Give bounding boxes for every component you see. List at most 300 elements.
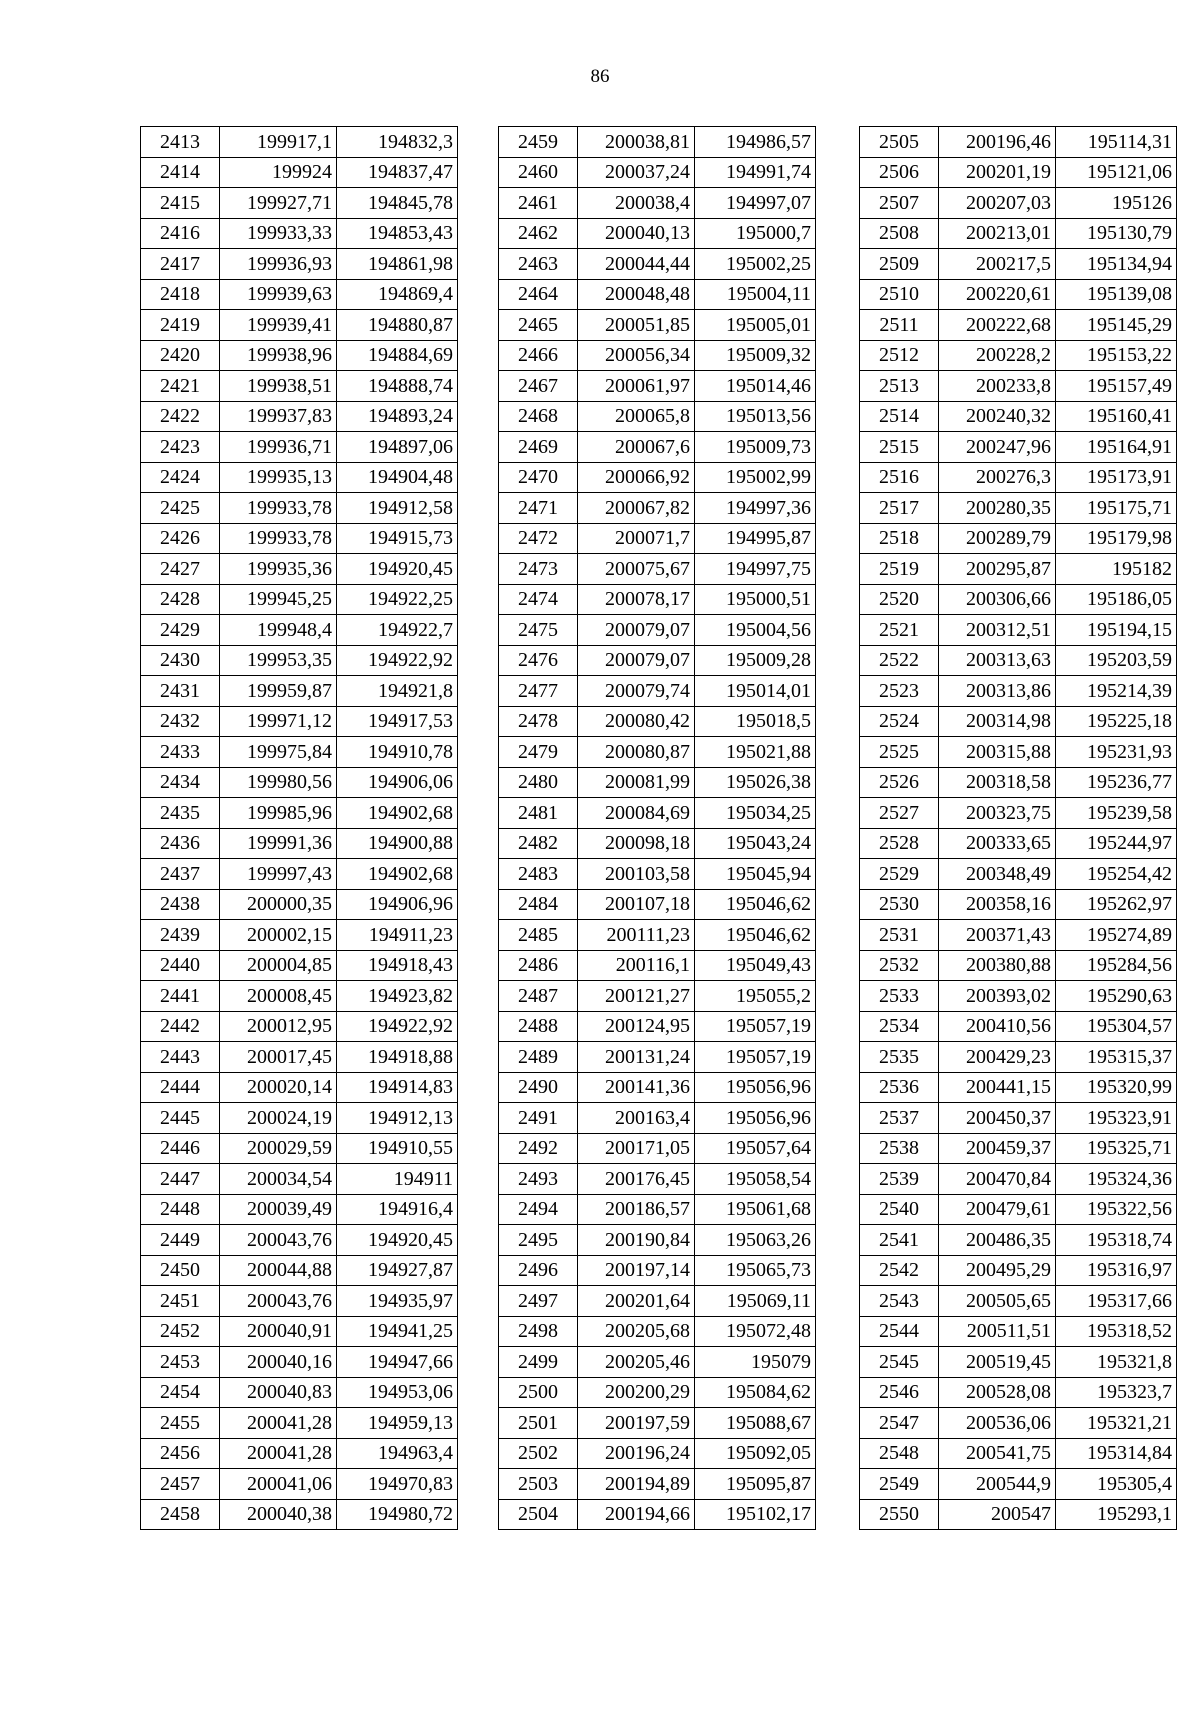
table-row — [860, 493, 1177, 524]
y-coordinate-cell: 195317,66 — [1056, 1286, 1177, 1317]
x-coordinate-cell: 200323,75 — [939, 798, 1056, 829]
table-row — [141, 981, 458, 1012]
table-row — [141, 1316, 458, 1347]
table-row — [141, 584, 458, 615]
table-row — [860, 1377, 1177, 1408]
point-number-cell: 2533 — [860, 981, 939, 1012]
table-row — [141, 493, 458, 524]
table-row — [499, 584, 816, 615]
y-coordinate-cell: 195134,94 — [1056, 249, 1177, 280]
table-row — [860, 523, 1177, 554]
x-coordinate-cell: 199985,96 — [220, 798, 337, 829]
table-row — [860, 889, 1177, 920]
table-row — [499, 828, 816, 859]
x-coordinate-cell: 200024,19 — [220, 1103, 337, 1134]
y-coordinate-cell: 194904,48 — [337, 462, 458, 493]
y-coordinate-cell: 194941,25 — [337, 1316, 458, 1347]
point-number-cell: 2504 — [499, 1499, 578, 1530]
y-coordinate-cell: 195056,96 — [695, 1103, 816, 1134]
y-coordinate-cell: 195009,73 — [695, 432, 816, 463]
point-number-cell: 2541 — [860, 1225, 939, 1256]
point-number-cell: 2505 — [860, 127, 939, 158]
x-coordinate-cell: 200034,54 — [220, 1164, 337, 1195]
table-row — [141, 1286, 458, 1317]
point-number-cell: 2477 — [499, 676, 578, 707]
point-number-cell: 2529 — [860, 859, 939, 890]
point-number-cell: 2540 — [860, 1194, 939, 1225]
table-row — [499, 554, 816, 585]
x-coordinate-cell: 200038,4 — [578, 188, 695, 219]
x-coordinate-cell: 200041,06 — [220, 1469, 337, 1500]
x-coordinate-cell: 200280,35 — [939, 493, 1056, 524]
x-coordinate-cell: 200194,66 — [578, 1499, 695, 1530]
table-row — [141, 1164, 458, 1195]
point-number-cell: 2431 — [141, 676, 220, 707]
x-coordinate-cell: 200040,91 — [220, 1316, 337, 1347]
table-row — [860, 676, 1177, 707]
table-row — [499, 1042, 816, 1073]
y-coordinate-cell: 195072,48 — [695, 1316, 816, 1347]
point-number-cell: 2509 — [860, 249, 939, 280]
y-coordinate-cell: 194922,92 — [337, 645, 458, 676]
point-number-cell: 2520 — [860, 584, 939, 615]
point-number-cell: 2490 — [499, 1072, 578, 1103]
table-row — [499, 615, 816, 646]
table-row — [860, 950, 1177, 981]
y-coordinate-cell: 195321,21 — [1056, 1408, 1177, 1439]
y-coordinate-cell: 195057,19 — [695, 1042, 816, 1073]
x-coordinate-cell: 200217,5 — [939, 249, 1056, 280]
point-number-cell: 2459 — [499, 127, 578, 158]
point-number-cell: 2489 — [499, 1042, 578, 1073]
y-coordinate-cell: 194912,58 — [337, 493, 458, 524]
y-coordinate-cell: 195002,25 — [695, 249, 816, 280]
point-number-cell: 2498 — [499, 1316, 578, 1347]
x-coordinate-cell: 200220,61 — [939, 279, 1056, 310]
y-coordinate-cell: 195182 — [1056, 554, 1177, 585]
table-row — [141, 218, 458, 249]
table-row — [141, 1438, 458, 1469]
point-number-cell: 2462 — [499, 218, 578, 249]
table-row — [499, 889, 816, 920]
x-coordinate-cell: 200228,2 — [939, 340, 1056, 371]
y-coordinate-cell: 195315,37 — [1056, 1042, 1177, 1073]
y-coordinate-cell: 194947,66 — [337, 1347, 458, 1378]
table-row — [499, 1164, 816, 1195]
y-coordinate-cell: 194997,07 — [695, 188, 816, 219]
point-number-cell: 2463 — [499, 249, 578, 280]
y-coordinate-cell: 195179,98 — [1056, 523, 1177, 554]
x-coordinate-cell: 200371,43 — [939, 920, 1056, 951]
y-coordinate-cell: 195000,51 — [695, 584, 816, 615]
table-row — [141, 828, 458, 859]
table-row — [499, 462, 816, 493]
y-coordinate-cell: 195121,06 — [1056, 157, 1177, 188]
table-row — [141, 523, 458, 554]
y-coordinate-cell: 195130,79 — [1056, 218, 1177, 249]
table-row — [141, 737, 458, 768]
x-coordinate-cell: 200081,99 — [578, 767, 695, 798]
table-row — [860, 1133, 1177, 1164]
y-coordinate-cell: 195290,63 — [1056, 981, 1177, 1012]
x-coordinate-cell: 200495,29 — [939, 1255, 1056, 1286]
point-number-cell: 2487 — [499, 981, 578, 1012]
table-row — [499, 737, 816, 768]
table-row — [499, 432, 816, 463]
table-row — [499, 859, 816, 890]
point-number-cell: 2453 — [141, 1347, 220, 1378]
table-row — [499, 493, 816, 524]
table-row — [860, 371, 1177, 402]
table-row — [860, 1438, 1177, 1469]
table-row — [499, 706, 816, 737]
x-coordinate-cell: 200038,81 — [578, 127, 695, 158]
y-coordinate-cell: 195244,97 — [1056, 828, 1177, 859]
y-coordinate-cell: 195194,15 — [1056, 615, 1177, 646]
y-coordinate-cell: 194918,43 — [337, 950, 458, 981]
y-coordinate-cell: 194991,74 — [695, 157, 816, 188]
table-row — [499, 1377, 816, 1408]
y-coordinate-cell: 194916,4 — [337, 1194, 458, 1225]
point-number-cell: 2476 — [499, 645, 578, 676]
y-coordinate-cell: 195254,42 — [1056, 859, 1177, 890]
x-coordinate-cell: 200121,27 — [578, 981, 695, 1012]
point-number-cell: 2501 — [499, 1408, 578, 1439]
x-coordinate-cell: 200039,49 — [220, 1194, 337, 1225]
x-coordinate-cell: 200358,16 — [939, 889, 1056, 920]
y-coordinate-cell: 194911,23 — [337, 920, 458, 951]
x-coordinate-cell: 200541,75 — [939, 1438, 1056, 1469]
x-coordinate-cell: 200079,07 — [578, 615, 695, 646]
point-number-cell: 2461 — [499, 188, 578, 219]
x-coordinate-cell: 200080,87 — [578, 737, 695, 768]
table-row — [860, 584, 1177, 615]
table-row — [860, 1499, 1177, 1530]
point-number-cell: 2485 — [499, 920, 578, 951]
y-coordinate-cell: 194917,53 — [337, 706, 458, 737]
y-coordinate-cell: 195014,01 — [695, 676, 816, 707]
point-number-cell: 2507 — [860, 188, 939, 219]
point-number-cell: 2473 — [499, 554, 578, 585]
point-number-cell: 2481 — [499, 798, 578, 829]
y-coordinate-cell: 194910,78 — [337, 737, 458, 768]
y-coordinate-cell: 194897,06 — [337, 432, 458, 463]
y-coordinate-cell: 195157,49 — [1056, 371, 1177, 402]
table-row — [141, 798, 458, 829]
table-row — [141, 432, 458, 463]
table-row — [860, 1164, 1177, 1195]
x-coordinate-cell: 200240,32 — [939, 401, 1056, 432]
table-row — [860, 1469, 1177, 1500]
point-number-cell: 2454 — [141, 1377, 220, 1408]
y-coordinate-cell: 195325,71 — [1056, 1133, 1177, 1164]
point-number-cell: 2544 — [860, 1316, 939, 1347]
point-number-cell: 2512 — [860, 340, 939, 371]
point-number-cell: 2450 — [141, 1255, 220, 1286]
x-coordinate-cell: 199991,36 — [220, 828, 337, 859]
point-number-cell: 2518 — [860, 523, 939, 554]
point-number-cell: 2480 — [499, 767, 578, 798]
y-coordinate-cell: 195034,25 — [695, 798, 816, 829]
table-row — [860, 432, 1177, 463]
table-row — [860, 249, 1177, 280]
table-row — [499, 310, 816, 341]
y-coordinate-cell: 194884,69 — [337, 340, 458, 371]
point-number-cell: 2492 — [499, 1133, 578, 1164]
y-coordinate-cell: 194902,68 — [337, 798, 458, 829]
y-coordinate-cell: 194980,72 — [337, 1499, 458, 1530]
y-coordinate-cell: 195318,52 — [1056, 1316, 1177, 1347]
y-coordinate-cell: 194888,74 — [337, 371, 458, 402]
y-coordinate-cell: 194832,3 — [337, 127, 458, 158]
table-row — [499, 1103, 816, 1134]
y-coordinate-cell: 195164,91 — [1056, 432, 1177, 463]
table-row — [860, 127, 1177, 158]
x-coordinate-cell: 199959,87 — [220, 676, 337, 707]
point-number-cell: 2538 — [860, 1133, 939, 1164]
y-coordinate-cell: 194912,13 — [337, 1103, 458, 1134]
page-number: 86 — [590, 66, 610, 87]
table-row — [499, 340, 816, 371]
table-row — [141, 401, 458, 432]
point-number-cell: 2549 — [860, 1469, 939, 1500]
y-coordinate-cell: 195045,94 — [695, 859, 816, 890]
x-coordinate-cell: 200056,34 — [578, 340, 695, 371]
x-coordinate-cell: 199935,13 — [220, 462, 337, 493]
y-coordinate-cell: 194920,45 — [337, 1225, 458, 1256]
point-number-cell: 2414 — [141, 157, 220, 188]
x-coordinate-cell: 200207,03 — [939, 188, 1056, 219]
x-coordinate-cell: 200079,74 — [578, 676, 695, 707]
y-coordinate-cell: 195314,84 — [1056, 1438, 1177, 1469]
point-number-cell: 2440 — [141, 950, 220, 981]
x-coordinate-cell: 200103,58 — [578, 859, 695, 890]
x-coordinate-cell: 200041,28 — [220, 1438, 337, 1469]
y-coordinate-cell: 195225,18 — [1056, 706, 1177, 737]
table-row — [860, 1103, 1177, 1134]
table-row — [860, 1011, 1177, 1042]
point-number-cell: 2457 — [141, 1469, 220, 1500]
x-coordinate-cell: 200037,24 — [578, 157, 695, 188]
x-coordinate-cell: 200051,85 — [578, 310, 695, 341]
y-coordinate-cell: 195203,59 — [1056, 645, 1177, 676]
point-number-cell: 2546 — [860, 1377, 939, 1408]
table-row — [860, 1286, 1177, 1317]
y-coordinate-cell: 195063,26 — [695, 1225, 816, 1256]
x-coordinate-cell: 199937,83 — [220, 401, 337, 432]
x-coordinate-cell: 200190,84 — [578, 1225, 695, 1256]
x-coordinate-cell: 199971,12 — [220, 706, 337, 737]
point-number-cell: 2515 — [860, 432, 939, 463]
x-coordinate-cell: 199924 — [220, 157, 337, 188]
table-row — [860, 188, 1177, 219]
point-number-cell: 2491 — [499, 1103, 578, 1134]
y-coordinate-cell: 195057,19 — [695, 1011, 816, 1042]
point-number-cell: 2521 — [860, 615, 939, 646]
point-number-cell: 2527 — [860, 798, 939, 829]
x-coordinate-cell: 200002,15 — [220, 920, 337, 951]
point-number-cell: 2506 — [860, 157, 939, 188]
y-coordinate-cell: 194920,45 — [337, 554, 458, 585]
table-row — [499, 1011, 816, 1042]
x-coordinate-cell: 199939,63 — [220, 279, 337, 310]
table-row — [499, 1408, 816, 1439]
point-number-cell: 2488 — [499, 1011, 578, 1042]
y-coordinate-cell: 195057,64 — [695, 1133, 816, 1164]
y-coordinate-cell: 195014,46 — [695, 371, 816, 402]
x-coordinate-cell: 199953,35 — [220, 645, 337, 676]
table-row — [499, 1255, 816, 1286]
x-coordinate-cell: 200544,9 — [939, 1469, 1056, 1500]
y-coordinate-cell: 194986,57 — [695, 127, 816, 158]
point-number-cell: 2447 — [141, 1164, 220, 1195]
x-coordinate-cell: 200141,36 — [578, 1072, 695, 1103]
x-coordinate-cell: 199938,51 — [220, 371, 337, 402]
y-coordinate-cell: 195114,31 — [1056, 127, 1177, 158]
x-coordinate-cell: 200194,89 — [578, 1469, 695, 1500]
table-row — [860, 706, 1177, 737]
x-coordinate-cell: 200528,08 — [939, 1377, 1056, 1408]
point-number-cell: 2514 — [860, 401, 939, 432]
table-row — [860, 767, 1177, 798]
point-number-cell: 2543 — [860, 1286, 939, 1317]
x-coordinate-cell: 200065,8 — [578, 401, 695, 432]
table-row — [141, 1469, 458, 1500]
x-coordinate-cell: 200020,14 — [220, 1072, 337, 1103]
x-coordinate-cell: 200075,67 — [578, 554, 695, 585]
table-row — [499, 920, 816, 951]
x-coordinate-cell: 200479,61 — [939, 1194, 1056, 1225]
y-coordinate-cell: 195056,96 — [695, 1072, 816, 1103]
y-coordinate-cell: 195304,57 — [1056, 1011, 1177, 1042]
y-coordinate-cell: 195274,89 — [1056, 920, 1177, 951]
x-coordinate-cell: 199997,43 — [220, 859, 337, 890]
x-coordinate-cell: 200201,64 — [578, 1286, 695, 1317]
y-coordinate-cell: 195139,08 — [1056, 279, 1177, 310]
point-number-cell: 2475 — [499, 615, 578, 646]
y-coordinate-cell: 194921,8 — [337, 676, 458, 707]
x-coordinate-cell: 200505,65 — [939, 1286, 1056, 1317]
table-row — [860, 1255, 1177, 1286]
y-coordinate-cell: 194970,83 — [337, 1469, 458, 1500]
x-coordinate-cell: 200176,45 — [578, 1164, 695, 1195]
x-coordinate-cell: 200233,8 — [939, 371, 1056, 402]
y-coordinate-cell: 194922,7 — [337, 615, 458, 646]
y-coordinate-cell: 195018,5 — [695, 706, 816, 737]
y-coordinate-cell: 195323,91 — [1056, 1103, 1177, 1134]
point-number-cell: 2469 — [499, 432, 578, 463]
y-coordinate-cell: 195231,93 — [1056, 737, 1177, 768]
table-row — [141, 340, 458, 371]
x-coordinate-cell: 200079,07 — [578, 645, 695, 676]
point-number-cell: 2495 — [499, 1225, 578, 1256]
x-coordinate-cell: 200222,68 — [939, 310, 1056, 341]
y-coordinate-cell: 194906,06 — [337, 767, 458, 798]
point-number-cell: 2525 — [860, 737, 939, 768]
point-number-cell: 2511 — [860, 310, 939, 341]
table-row — [860, 1408, 1177, 1439]
y-coordinate-cell: 195079 — [695, 1347, 816, 1378]
y-coordinate-cell: 195061,68 — [695, 1194, 816, 1225]
point-number-cell: 2471 — [499, 493, 578, 524]
x-coordinate-cell: 200247,96 — [939, 432, 1056, 463]
y-coordinate-cell: 195002,99 — [695, 462, 816, 493]
x-coordinate-cell: 200124,95 — [578, 1011, 695, 1042]
point-number-cell: 2437 — [141, 859, 220, 890]
point-number-cell: 2496 — [499, 1255, 578, 1286]
point-number-cell: 2445 — [141, 1103, 220, 1134]
point-number-cell: 2510 — [860, 279, 939, 310]
y-coordinate-cell: 195004,56 — [695, 615, 816, 646]
table-row — [499, 249, 816, 280]
y-coordinate-cell: 194995,87 — [695, 523, 816, 554]
point-number-cell: 2500 — [499, 1377, 578, 1408]
point-number-cell: 2438 — [141, 889, 220, 920]
x-coordinate-cell: 200441,15 — [939, 1072, 1056, 1103]
table-row — [499, 1194, 816, 1225]
coordinates-table-3 — [859, 126, 1177, 1530]
x-coordinate-cell: 200163,4 — [578, 1103, 695, 1134]
y-coordinate-cell: 195026,38 — [695, 767, 816, 798]
point-number-cell: 2426 — [141, 523, 220, 554]
table-row — [860, 798, 1177, 829]
table-row — [499, 676, 816, 707]
point-number-cell: 2478 — [499, 706, 578, 737]
y-coordinate-cell: 195323,7 — [1056, 1377, 1177, 1408]
x-coordinate-cell: 200131,24 — [578, 1042, 695, 1073]
y-coordinate-cell: 195046,62 — [695, 889, 816, 920]
y-coordinate-cell: 195293,1 — [1056, 1499, 1177, 1530]
x-coordinate-cell: 199933,78 — [220, 523, 337, 554]
x-coordinate-cell: 200017,45 — [220, 1042, 337, 1073]
x-coordinate-cell: 200459,37 — [939, 1133, 1056, 1164]
point-number-cell: 2517 — [860, 493, 939, 524]
point-number-cell: 2446 — [141, 1133, 220, 1164]
x-coordinate-cell: 200098,18 — [578, 828, 695, 859]
y-coordinate-cell: 195043,24 — [695, 828, 816, 859]
x-coordinate-cell: 200111,23 — [578, 920, 695, 951]
table-row — [141, 1408, 458, 1439]
x-coordinate-cell: 200043,76 — [220, 1286, 337, 1317]
table-row — [860, 1072, 1177, 1103]
x-coordinate-cell: 199933,78 — [220, 493, 337, 524]
table-row — [860, 218, 1177, 249]
x-coordinate-cell: 200313,63 — [939, 645, 1056, 676]
point-number-cell: 2482 — [499, 828, 578, 859]
y-coordinate-cell: 195004,11 — [695, 279, 816, 310]
point-number-cell: 2499 — [499, 1347, 578, 1378]
table-row — [860, 1316, 1177, 1347]
point-number-cell: 2539 — [860, 1164, 939, 1195]
x-coordinate-cell: 200289,79 — [939, 523, 1056, 554]
y-coordinate-cell: 194902,68 — [337, 859, 458, 890]
y-coordinate-cell: 194935,97 — [337, 1286, 458, 1317]
table-row — [141, 676, 458, 707]
y-coordinate-cell: 194861,98 — [337, 249, 458, 280]
point-number-cell: 2436 — [141, 828, 220, 859]
y-coordinate-cell: 194853,43 — [337, 218, 458, 249]
x-coordinate-cell: 199936,93 — [220, 249, 337, 280]
point-number-cell: 2442 — [141, 1011, 220, 1042]
y-coordinate-cell: 194893,24 — [337, 401, 458, 432]
table-row — [141, 645, 458, 676]
table-row — [499, 1286, 816, 1317]
y-coordinate-cell: 195055,2 — [695, 981, 816, 1012]
point-number-cell: 2534 — [860, 1011, 939, 1042]
point-number-cell: 2417 — [141, 249, 220, 280]
table-row — [499, 645, 816, 676]
y-coordinate-cell: 195175,71 — [1056, 493, 1177, 524]
